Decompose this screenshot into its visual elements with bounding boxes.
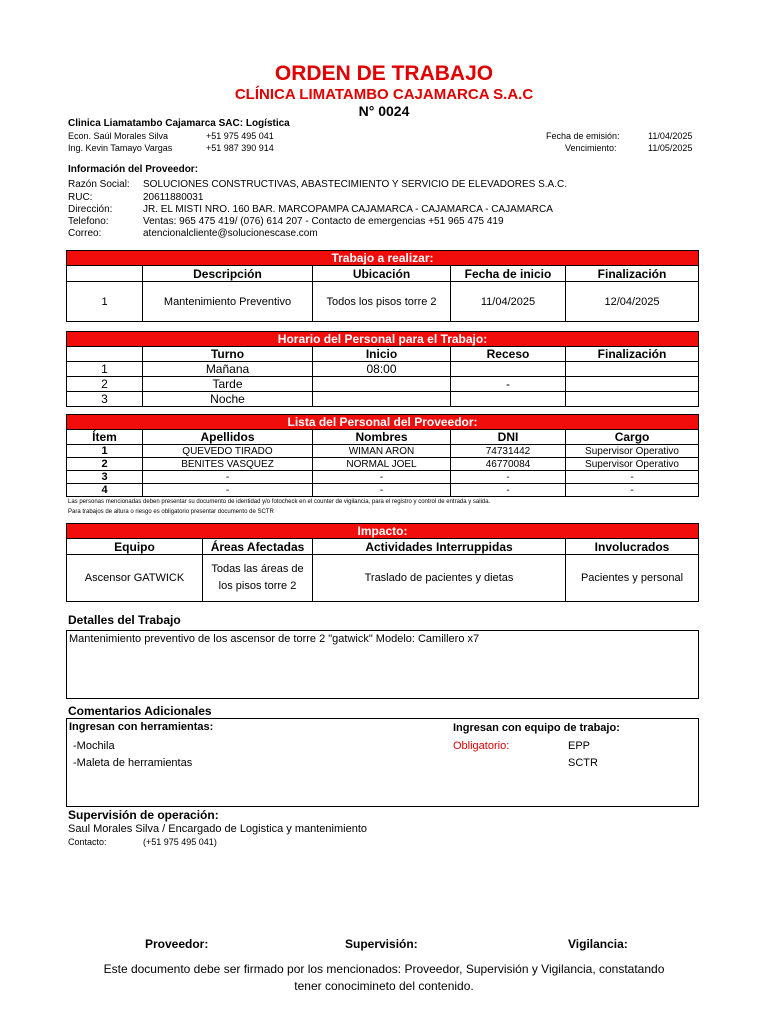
impact-header-activities: Actividades Interruppidas [313,539,566,555]
schedule-cell: - [451,377,566,392]
schedule-cell: 3 [67,392,143,407]
signature-provider: Proveedor: [145,937,209,951]
staff-cell: NORMAL JOEL [313,458,451,471]
supervision-contact-value: (+51 975 495 041) [143,837,217,847]
schedule-cell: Noche [143,392,313,407]
signature-note-line2: tener conocimineto del contenido. [294,979,474,993]
impact-header-involved: Involucrados [566,539,699,555]
provider-label-correo: Correo: [68,228,102,239]
staff-cell: - [313,484,451,497]
supervision-contact-label: Contacto: [68,837,107,847]
schedule-header-end: Finalización [566,347,699,362]
staff-row [67,445,699,458]
emission-date: 11/04/2025 [648,131,693,141]
equipment-title: Ingresan con equipo de trabajo: [453,722,620,734]
equipment-item: SCTR [568,757,598,769]
client-contact-2-phone: +51 987 390 914 [206,143,274,153]
client-contact-1-phone: +51 975 495 041 [206,131,274,141]
staff-table [66,414,699,497]
mandatory-label: Obligatorio: [453,740,510,752]
provider-label-telefono: Telefono: [68,216,109,227]
work-row-description: Mantenimiento Preventivo [143,282,313,322]
signature-note-line1: Este documento debe ser firmado por los mencionados: Proveedor, Supervisión y Vigilancia, constatando [103,962,665,976]
work-row-start: 11/04/2025 [451,282,566,322]
work-header-start: Fecha de inicio [451,266,566,282]
supervision-title: Supervisión de operación: [68,808,219,822]
schedule-cell [451,362,566,377]
client-contact-2-name: Ing. Kevin Tamayo Vargas [68,143,173,153]
provider-value-direccion: JR. EL MISTI NRO. 160 BAR. MARCOPAMPA CAJAMARCA - CAJAMARCA - CAJAMARCA [143,204,553,215]
expiry-date: 11/05/2025 [648,143,693,153]
schedule-cell: Tarde [143,377,313,392]
staff-header-role: Cargo [566,430,699,445]
equipment-item: EPP [568,740,591,752]
impact-activities: Traslado de pacientes y dietas [313,555,566,602]
work-row-location: Todos los pisos torre 2 [313,282,451,322]
tool-item: -Maleta de herramientas [73,757,193,769]
comments-box [66,718,699,807]
schedule-cell [566,362,699,377]
staff-cell: - [566,484,699,497]
staff-row [67,484,699,497]
staff-row [67,471,699,484]
client-contact-1-name: Econ. Saúl Morales Silva [68,131,169,141]
impact-areas-line2: los pisos torre 2 [218,580,297,592]
schedule-cell [566,377,699,392]
impact-areas-line1: Todas las áreas de [211,563,304,575]
provider-label-razon: Razón Social: [68,179,130,190]
staff-cell: 1 [67,445,143,458]
schedule-header-start: Inicio [313,347,451,362]
staff-header-lastname: Apellidos [143,430,313,445]
schedule-cell [313,377,451,392]
company-name: CLÍNICA LIMATAMBO CAJAMARCA S.A.C [234,86,534,103]
supervision-person: Saul Morales Silva / Encargado de Logistica y mantenimiento [68,823,367,835]
schedule-header-index [67,347,143,362]
provider-value-correo: atencionalcliente@solucionescase.com [143,228,318,239]
staff-cell: Supervisor Operativo [566,445,699,458]
tool-item: -Mochila [73,740,115,752]
provider-value-razon: SOLUCIONES CONSTRUCTIVAS, ABASTECIMIENTO Y SERVICIO DE ELEVADORES S.A.C. [143,179,567,190]
staff-header-dni: DNI [451,430,566,445]
staff-header-names: Nombres [313,430,451,445]
work-row-end: 12/04/2025 [566,282,699,322]
staff-cell: - [566,471,699,484]
provider-value-ruc: 20611880031 [143,192,204,203]
expiry-label: Vencimiento: [565,143,617,153]
schedule-cell: Mañana [143,362,313,377]
staff-cell: 2 [67,458,143,471]
details-text: Mantenimiento preventivo de los ascensor de torre 2 "gatwick" Modelo: Camillero x7 [69,633,480,645]
staff-cell: - [451,471,566,484]
emission-label: Fecha de emisión: [546,131,620,141]
schedule-row [67,377,699,392]
staff-note-id: Las personas mencionadas deben presentar su documento de identidad y/o fotocheck en el counter de vigilancia, para el registro y control de entrada y salida. [68,499,491,505]
signature-security: Vigilancia: [568,937,628,951]
provider-value-telefono: Ventas: 965 475 419/ (076) 614 207 - Contacto de emergencias +51 965 475 419 [143,216,504,227]
provider-section-title: Información del Proveedor: [68,164,199,175]
staff-cell: 4 [67,484,143,497]
work-header-index [67,266,143,282]
schedule-cell: 1 [67,362,143,377]
work-table [66,250,699,322]
details-title: Detalles del Trabajo [68,613,181,627]
schedule-row [67,362,699,377]
impact-areas [203,555,313,602]
staff-table-title: Lista del Personal del Proveedor: [67,415,699,430]
impact-header-areas: Áreas Afectadas [203,539,313,555]
schedule-table [66,331,699,407]
impact-table [66,523,699,602]
schedule-cell [566,392,699,407]
staff-cell: - [143,471,313,484]
staff-cell: - [143,484,313,497]
schedule-header-break: Receso [451,347,566,362]
staff-header-item: Ítem [67,430,143,445]
provider-label-direccion: Dirección: [68,204,113,215]
impact-equipment: Ascensor GATWICK [67,555,203,602]
impact-table-title: Impacto: [67,524,699,539]
staff-cell: 3 [67,471,143,484]
staff-cell: 46770084 [451,458,566,471]
impact-involved: Pacientes y personal [566,555,699,602]
staff-cell: 74731442 [451,445,566,458]
work-header-end: Finalización [566,266,699,282]
work-header-location: Ubicación [313,266,451,282]
staff-cell: BENITES VASQUEZ [143,458,313,471]
work-header-description: Descripción [143,266,313,282]
client-name: Clinica Liamatambo Cajamarca SAC: Logística [68,118,290,129]
schedule-row [67,392,699,407]
staff-cell: - [451,484,566,497]
schedule-header-shift: Turno [143,347,313,362]
staff-cell: WIMAN ARON [313,445,451,458]
order-number: N° 0024 [358,103,410,119]
comments-title: Comentarios Adicionales [68,704,212,718]
signature-supervision: Supervisión: [345,937,418,951]
schedule-table-title: Horario del Personal para el Trabajo: [67,332,699,347]
schedule-cell [451,392,566,407]
tools-title: Ingresan con herramientas: [69,721,214,733]
schedule-cell [313,392,451,407]
staff-row [67,458,699,471]
details-box [66,630,699,699]
schedule-cell: 2 [67,377,143,392]
impact-header-equipment: Equipo [67,539,203,555]
staff-cell: - [313,471,451,484]
staff-cell: QUEVEDO TIRADO [143,445,313,458]
work-row-index: 1 [67,282,143,322]
staff-note-sctr: Para trabajos de altura o riesgo es obligatorio presentar documento de SCTR [68,509,274,515]
staff-cell: Supervisor Operativo [566,458,699,471]
document-title: ORDEN DE TRABAJO [274,62,494,85]
work-table-title: Trabajo a realizar: [67,251,699,266]
schedule-cell: 08:00 [313,362,451,377]
provider-label-ruc: RUC: [68,192,93,203]
